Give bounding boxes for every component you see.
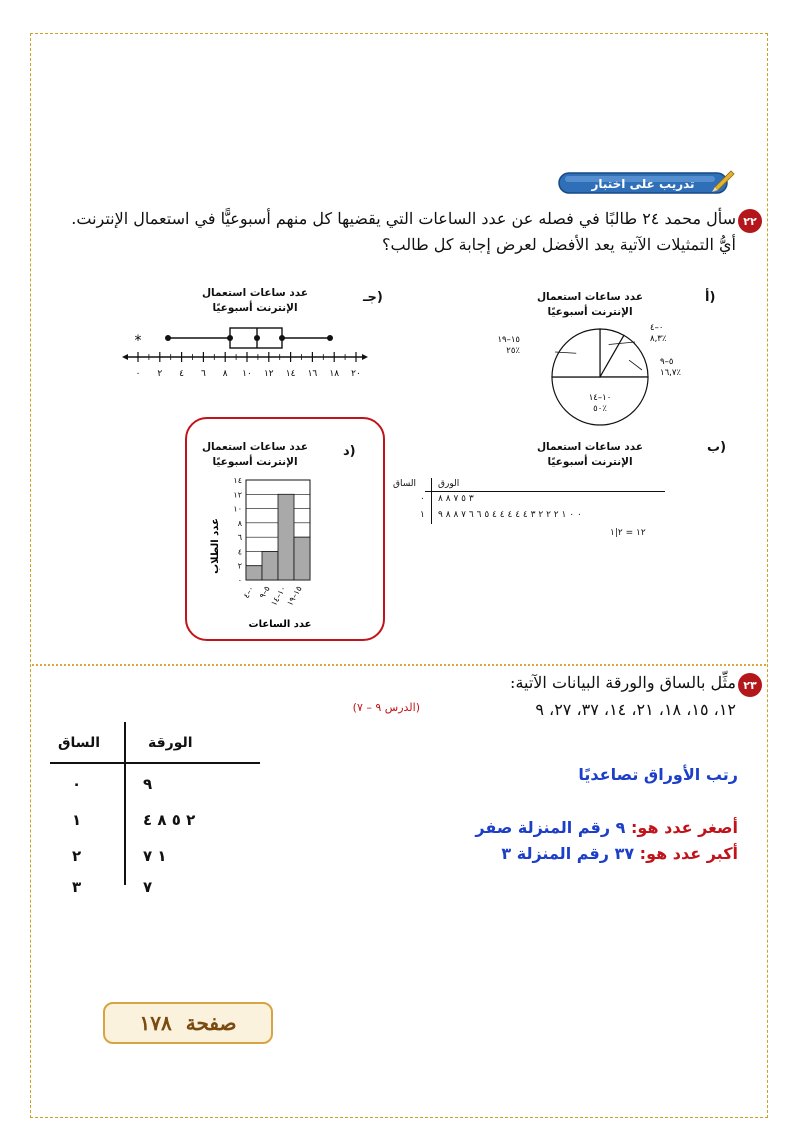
option-b-key: ١٢ = ٢|١ [610,528,646,538]
option-a-title [520,290,660,320]
histogram-xtick: ١٠–١٤ [269,584,288,608]
banner-label: تدريب على اختبار [591,177,695,191]
page-number: ١٧٨ [139,1011,172,1035]
answer-min-label: أصغر عدد هو: [631,818,738,837]
histogram-bar [262,551,278,580]
histogram-ytick: ٨ [237,518,242,528]
option-b-stem-0: ٠ [420,494,425,504]
number-line-label: ١٠ [242,369,252,379]
pie-label-percent: ٥٠٪ [593,404,607,414]
section-divider [32,664,766,666]
pie-chart [490,322,710,432]
number-line-label: ٢ [157,369,163,379]
option-b-title [520,440,660,470]
box-plot [120,325,370,385]
option-c-title [180,286,330,316]
option-c-title-line-1: عدد ساعات استعمال [201,287,309,299]
stem-3: ٣ [72,878,82,896]
answer-max [420,844,738,863]
histogram-ytick: ٢ [237,561,242,571]
option-b-letter: ب) [707,440,727,455]
pie-label-range: ٥–٩ [660,357,674,367]
leaves-3: ٧ [143,878,153,896]
pie-label-percent: ٨,٣٪ [650,334,667,344]
outlier-mark: * [134,333,142,349]
number-line-label: ٤ [179,369,185,379]
histogram-bar [278,494,294,580]
histogram-ytick: ٦ [237,533,242,543]
option-d-title-line-1: عدد ساعات استعمال [201,441,309,453]
histogram-xtick: ٠–٤ [241,584,256,600]
option-a-title-line-2: الإنترنت أسبوعيًا [547,306,633,318]
option-c-letter: جـ) [363,290,383,305]
leaves-0: ٩ [143,775,153,793]
answer-max-stem: رقم المنزلة ٣ [501,844,609,863]
stem-1: ١ [72,811,82,829]
histogram-ylabel: عدد الطلاب [210,518,221,574]
histogram [200,470,350,635]
histogram-ytick: ١٠ [233,504,242,514]
option-b-leaf-header: الورق [438,479,460,489]
number-line-label: ١٦ [307,369,318,379]
stem-0: ٠ [72,775,82,793]
number-line-label: ٦ [200,369,206,379]
histogram-ytick: ١٢ [233,490,242,500]
question-22-badge: ٢٢ [738,209,762,233]
pie-label-range: ١٠–١٤ [588,393,612,403]
option-b-stem-header: الساق [393,479,416,489]
option-b-header-line [425,491,665,492]
option-b-title-line-1: عدد ساعات استعمال [536,441,644,453]
histogram-xtick: ١٥–١٩ [285,584,304,608]
answer-min-stem: رقم المنزلة صفر [475,818,611,837]
leaves-1: ٢ ٥ ٨ ٤ [143,811,196,829]
option-d-title [195,440,315,470]
page-label: صفحة [185,1011,237,1035]
answer-sort-ascending: رتب الأوراق تصاعديًا [578,765,738,784]
option-b-stem-1: ١ [420,510,425,520]
page-number-box [103,1002,273,1044]
option-b-leaves-0: ٣ ٥ ٧ ٨ ٨ [438,494,474,504]
stem-leaf-divider [124,722,126,885]
answer-min [420,818,738,837]
stem-2: ٢ [72,847,82,865]
option-b-title-line-2: الإنترنت أسبوعيًا [547,456,633,468]
option-d-letter: د) [343,444,356,459]
number-line-label: ١٨ [329,369,340,379]
pie-label-percent: ٢٥٪ [506,346,520,356]
answer-max-value: ٣٧ [614,844,635,863]
leaves-2: ١ ٧ [143,847,167,865]
answer-max-label: أكبر عدد هو: [639,844,738,863]
number-line-label: ٢٠ [351,369,361,379]
option-a-title-line-1: عدد ساعات استعمال [536,291,644,303]
histogram-ytick: ٤ [237,547,242,557]
question-22-line-1: سأل محمد ٢٤ طالبًا في فصله عن عدد الساعات التي يقضيها كل منهم أسبوعيًّا في استعمال الإنترنت. [71,209,736,228]
number-line-label: ٠ [135,369,141,379]
question-23-lesson: (الدرس ٩ – ٧) [352,701,420,714]
pie-label-percent: ١٦,٧٪ [660,368,681,378]
histogram-ytick: ١٤ [233,476,242,485]
stem-leaf-header-line [50,762,260,764]
number-line-label: ٨ [222,369,228,379]
question-23-line-1: مثِّل بالساق والورقة البيانات الآتية: [510,673,736,692]
question-23-badge: ٢٣ [738,673,762,697]
option-b-divider [431,478,432,524]
pie-label-range: ١٥–١٩ [497,335,520,345]
pie-label-range: ٠–٤ [650,323,664,333]
number-line-label: ١٢ [263,369,274,379]
histogram-bar [246,566,262,580]
number-line-label: ١٤ [285,369,296,379]
option-b-leaves-1: ٠ ٠ ١ ٢ ٢ ٢ ٣ ٤ ٤ ٤ ٤ ٤ ٥ ٦ ٦ ٧ ٨ ٨ ٩ [438,510,582,520]
histogram-xtick: ٥–٩ [257,584,272,600]
histogram-ytick: ٠ [237,576,242,585]
histogram-xlabel: عدد الساعات [248,619,312,630]
stem-header: الساق [58,735,101,751]
option-d-title-line-2: الإنترنت أسبوعيًا [212,456,298,468]
histogram-bar [294,537,310,580]
option-a-letter: أ) [705,290,716,305]
test-practice-banner [555,167,735,197]
question-22-line-2: أيُّ التمثيلات الآتية يعد الأفضل لعرض إجابة كل طالب؟ [382,235,736,254]
leaf-header: الورقة [148,735,193,751]
answer-min-value: ٩ [615,818,626,837]
option-c-title-line-2: الإنترنت أسبوعيًا [212,302,298,314]
question-23-data: ١٢، ١٥، ١٨، ٢١، ١٤، ٣٧، ٢٧، ٩ [535,700,736,719]
